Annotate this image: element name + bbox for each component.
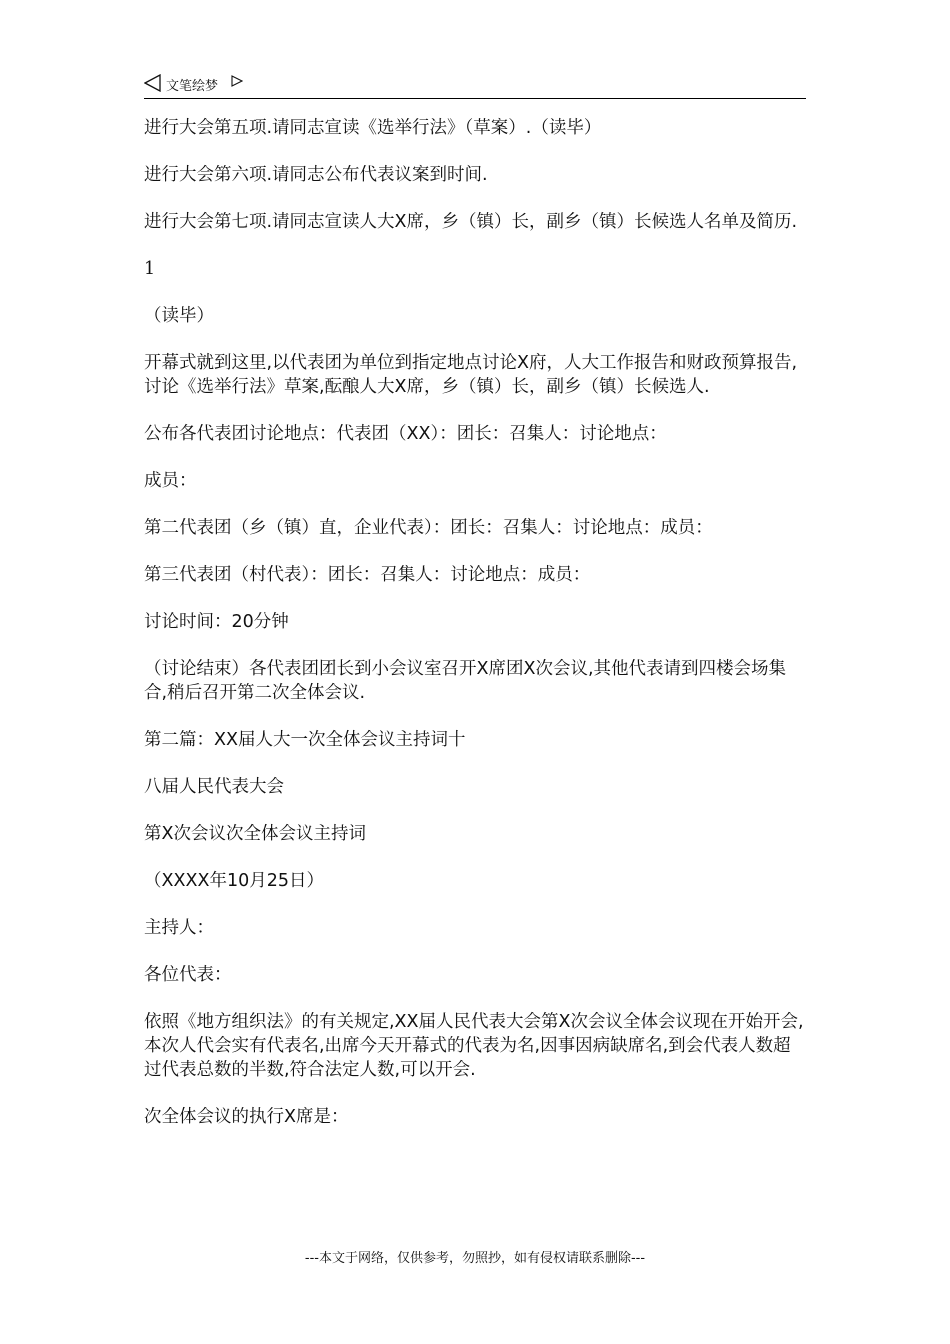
triangle-right-icon bbox=[231, 75, 243, 87]
paragraph: 讨论时间：20分钟 bbox=[144, 612, 289, 632]
triangle-left-icon bbox=[144, 74, 162, 92]
paragraph: 次全体会议的执行X席是： bbox=[144, 1107, 349, 1127]
paragraph: 进行大会第五项.请同志宣读《选举行法》（草案）.（读毕） bbox=[144, 118, 602, 138]
paragraph: 八届人民代表大会 bbox=[144, 777, 284, 797]
section-heading: 第二篇：XX届人大一次全体会议主持词十 bbox=[144, 730, 466, 750]
paragraph: 进行大会第七项.请同志宣读人大X席，乡（镇）长，副乡（镇）长候选人名单及简历. bbox=[144, 212, 798, 232]
header-title: 文笔绘梦 bbox=[166, 79, 219, 94]
paragraph: 公布各代表团讨论地点：代表团（XX）：团长：召集人：讨论地点： bbox=[144, 424, 667, 444]
paragraph: （读毕） bbox=[144, 306, 214, 326]
paragraph: 开幕式就到这里,以代表团为单位到指定地点讨论X府，人大工作报告和财政预算报告,讨论《选举行法》草案,酝酿人大X席，乡（镇）长，副乡（镇）长候选人. bbox=[144, 353, 798, 397]
paragraph: （讨论结束）各代表团团长到小会议室召开X席团X次会议,其他代表请到四楼会场集合,稍后召开第二次全体会议. bbox=[144, 659, 787, 703]
page-header bbox=[144, 72, 806, 99]
page-footer: ---本文于网络，仅供参考，勿照抄，如有侵权请联系删除--- bbox=[304, 1251, 646, 1266]
document-body bbox=[144, 116, 806, 1152]
paragraph: 第X次会议次全体会议主持词 bbox=[144, 824, 366, 844]
paragraph: 各位代表： bbox=[144, 965, 232, 985]
paragraph: 主持人： bbox=[144, 918, 214, 938]
paragraph: 进行大会第六项.请同志公布代表议案到时间. bbox=[144, 165, 488, 185]
paragraph: 依照《地方组织法》的有关规定,XX届人民代表大会第X次会议全体会议现在开始开会,本次人代会实有代表名,出席今天开幕式的代表为名,因事因病缺席名,到会代表人数超过代表总数的半数,符合法定人数,可以开会. bbox=[144, 1012, 804, 1080]
paragraph: 成员： bbox=[144, 471, 197, 491]
date-line: （XXXX年10月25日） bbox=[144, 871, 324, 891]
page-number: 1 bbox=[144, 259, 156, 279]
paragraph: 第二代表团（乡（镇）直，企业代表）：团长：召集人：讨论地点：成员： bbox=[144, 518, 713, 538]
paragraph: 第三代表团（村代表）：团长：召集人：讨论地点：成员： bbox=[144, 565, 591, 585]
